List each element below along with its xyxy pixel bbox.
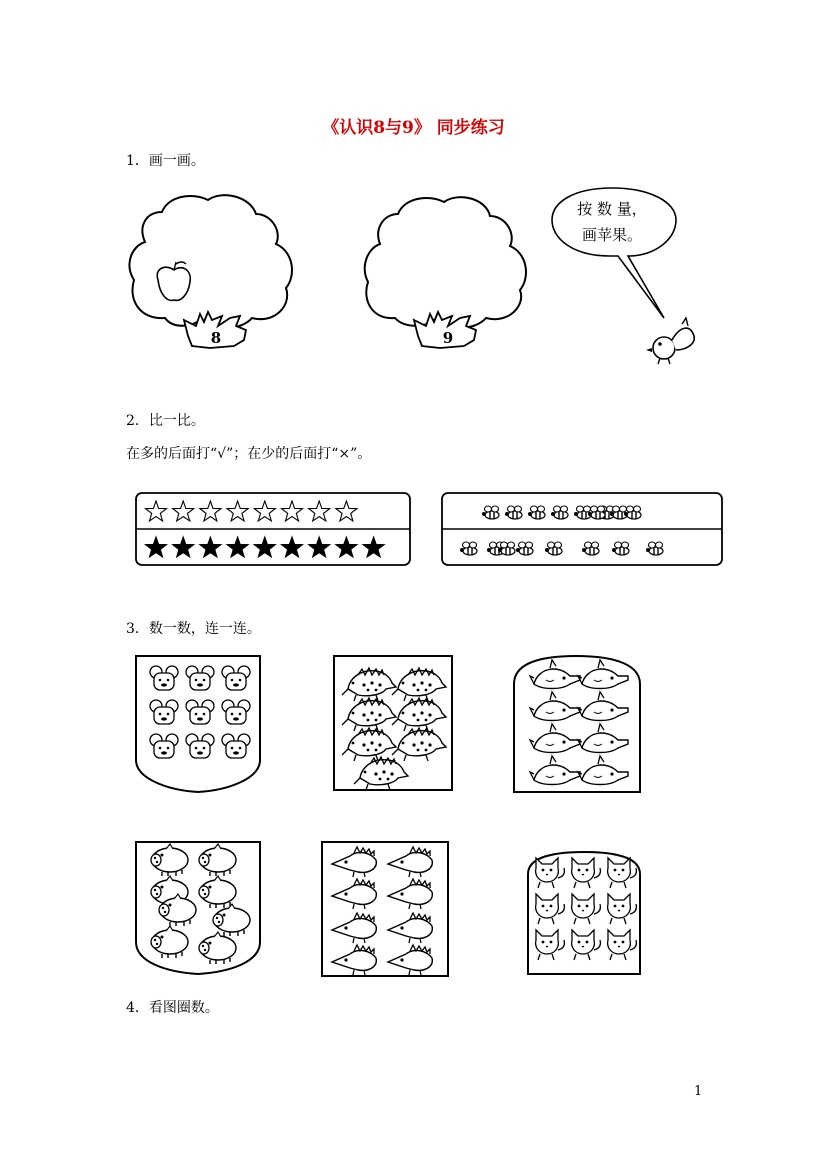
page-number: 1 bbox=[694, 1084, 703, 1099]
page-title: 《认识8与9》 同步练习 bbox=[322, 118, 505, 138]
bees-comparison-box bbox=[442, 493, 722, 565]
empty-tree bbox=[365, 197, 526, 348]
cat-group bbox=[536, 858, 637, 960]
tree-number-9: 9 bbox=[442, 329, 454, 347]
question-1-heading: 1．画一画。 bbox=[126, 153, 205, 169]
question-4-heading: 4．看图圈数。 bbox=[126, 1000, 219, 1016]
mouse-group bbox=[150, 666, 250, 758]
speech-line-2: 画苹果。 bbox=[581, 226, 643, 244]
tree-number-8: 8 bbox=[210, 329, 222, 347]
speech-line-1: 按 数 量， bbox=[577, 200, 647, 218]
question-3-heading: 3．数一数，连一连。 bbox=[126, 621, 261, 637]
question-2-heading: 2．比一比。 bbox=[126, 413, 205, 429]
question-2-instruction: 在多的后面打“√”；在少的后面打“×”。 bbox=[126, 446, 372, 462]
tree-with-apple bbox=[130, 195, 292, 348]
bird-icon bbox=[646, 318, 694, 364]
